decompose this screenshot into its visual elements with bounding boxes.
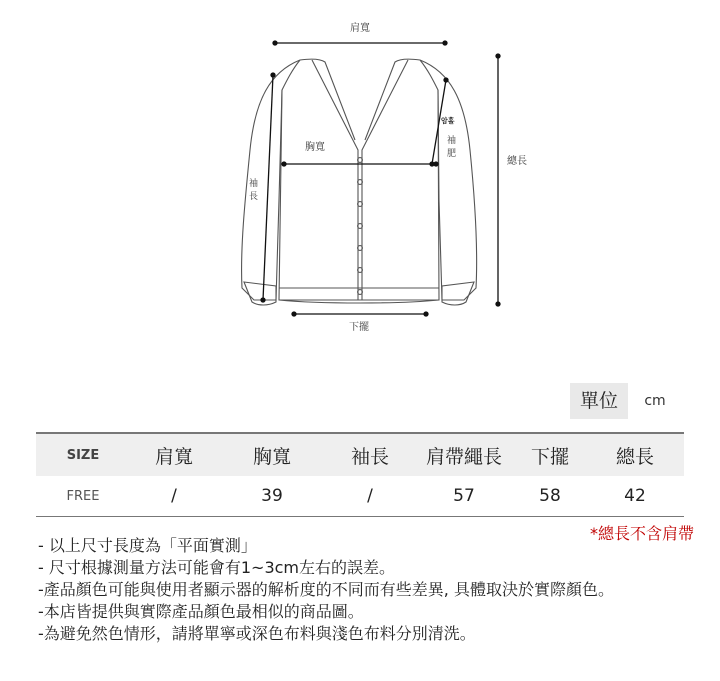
list-item: - 以上尺寸長度為「平面實測」	[38, 536, 257, 555]
header-strap-length: 肩帶繩長	[414, 433, 514, 476]
total-length-note: *總長不含肩帶	[589, 524, 694, 543]
header-chest: 胸寬	[218, 433, 326, 476]
hem-label: 下擺	[349, 322, 369, 333]
cell-total-length: 42	[624, 486, 646, 506]
cell-shoulder: /	[171, 486, 177, 506]
cell-strap-length: 57	[453, 486, 475, 506]
sleeve-length-label: 袖長	[248, 179, 258, 202]
cell-size: FREE	[66, 488, 100, 504]
list-item: -產品顏色可能與使用者顯示器的解析度的不同而有些差異, 具體取決於實際顏色。	[38, 580, 614, 599]
size-table	[36, 432, 684, 517]
shoulder-label: 肩寬	[350, 23, 370, 34]
table-header-row	[36, 433, 684, 476]
header-shoulder: 肩寬	[130, 433, 218, 476]
header-sleeve-length: 袖長	[326, 433, 414, 476]
list-item: -為避免然色情形，請將單寧或深色布料與淺色布料分別清洗。	[38, 624, 476, 643]
list-item: -本店皆提供與實際產品顏色最相似的商品圖。	[38, 602, 364, 621]
list-item: - 尺寸根據測量方法可能會有1~3cm左右的誤差。	[38, 558, 396, 577]
unit-label: 單位	[570, 383, 628, 419]
total-length-label: 總長	[507, 156, 527, 167]
header-hem: 下擺	[514, 433, 586, 476]
sleeve-width-label: 袖肥	[446, 136, 456, 159]
header-size: SIZE	[36, 433, 130, 476]
unit-value: cm	[644, 393, 666, 409]
table-row	[36, 476, 684, 517]
notes-list	[38, 535, 614, 645]
sleeve-width-small-label: 암홀	[441, 117, 455, 125]
cell-chest: 39	[261, 486, 283, 506]
header-total-length: 總長	[586, 433, 684, 476]
cell-hem: 58	[539, 486, 561, 506]
chest-label: 胸寬	[305, 142, 325, 153]
cell-sleeve-length: /	[367, 486, 373, 506]
